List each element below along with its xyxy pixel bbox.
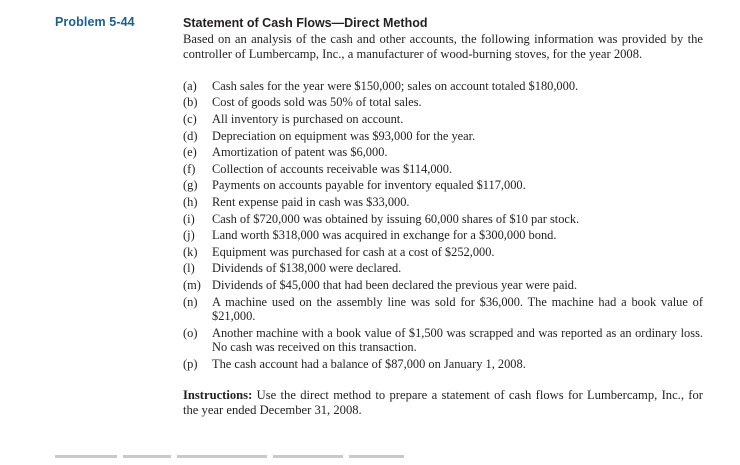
- item-letter: (j): [183, 228, 195, 243]
- item-text: Cost of goods sold was 50% of total sales.: [212, 95, 422, 110]
- problem-intro: Based on an analysis of the cash and other accounts, the following information was provided by the controller of Lumbercamp, Inc., a manufacturer of wood-burning stoves, for the year 2008.: [183, 32, 703, 62]
- list-item: [183, 178, 703, 193]
- item-letter: (o): [183, 325, 198, 340]
- item-letter: (b): [183, 95, 198, 110]
- item-letter: (d): [183, 128, 198, 143]
- next-problem-cutoff: [55, 455, 475, 465]
- item-text: Equipment was purchased for cash at a cost of $252,000.: [212, 244, 495, 259]
- list-item: [183, 145, 703, 160]
- item-letter: (k): [183, 244, 198, 259]
- cutoff-fragment: [349, 455, 404, 458]
- item-text: A machine used on the assembly line was sold for $36,000. The machine had a book value of $21,000.: [212, 294, 703, 324]
- cutoff-fragment: [123, 455, 171, 458]
- item-text: Land worth $318,000 was acquired in exchange for a $300,000 bond.: [212, 228, 557, 243]
- item-text: Dividends of $138,000 were declared.: [212, 261, 402, 276]
- list-item: [183, 295, 703, 324]
- list-item: [183, 112, 703, 127]
- list-item: [183, 79, 703, 94]
- item-letter: (h): [183, 194, 198, 209]
- item-text: The cash account had a balance of $87,000 on January 1, 2008.: [212, 356, 526, 371]
- list-item: [183, 245, 703, 260]
- item-letter: (e): [183, 145, 197, 160]
- item-letter: (n): [183, 294, 198, 309]
- cutoff-fragment: [177, 455, 267, 458]
- item-text: Cash sales for the year were $150,000; sales on account totaled $180,000.: [212, 78, 579, 93]
- item-letter: (i): [183, 211, 195, 226]
- item-text: Depreciation on equipment was $93,000 for the year.: [212, 128, 476, 143]
- list-item: [183, 195, 703, 210]
- list-item: [183, 228, 703, 243]
- item-text: Payments on accounts payable for inventory equaled $117,000.: [212, 178, 526, 193]
- item-text: Amortization of patent was $6,000.: [212, 145, 388, 160]
- item-text: Cash of $720,000 was obtained by issuing 60,000 shares of $10 par stock.: [212, 211, 580, 226]
- item-letter: (l): [183, 261, 195, 276]
- cutoff-fragment: [55, 455, 117, 458]
- list-item: [183, 278, 703, 293]
- list-item: [183, 162, 703, 177]
- item-text: Collection of accounts receivable was $114,000.: [212, 161, 453, 176]
- item-letter: (m): [183, 277, 201, 292]
- problem-number: Problem 5-44: [55, 15, 135, 29]
- list-item: [183, 129, 703, 144]
- information-list: [183, 79, 703, 372]
- list-item: [183, 357, 703, 372]
- item-letter: (f): [183, 161, 196, 176]
- item-letter: (p): [183, 356, 198, 371]
- item-text: Rent expense paid in cash was $33,000.: [212, 194, 410, 209]
- list-item: [183, 212, 703, 227]
- list-item: [183, 326, 703, 355]
- item-text: Dividends of $45,000 that had been declared the previous year were paid.: [212, 277, 578, 292]
- list-item: [183, 95, 703, 110]
- cutoff-fragment: [273, 455, 343, 458]
- list-item: [183, 261, 703, 276]
- item-letter: (c): [183, 112, 197, 126]
- problem-content: [183, 15, 703, 419]
- item-letter: (g): [183, 178, 198, 193]
- instructions-label: Instructions:: [183, 387, 253, 402]
- item-text: All inventory is purchased on account.: [212, 112, 404, 126]
- item-letter: (a): [183, 78, 197, 93]
- instructions-text: Use the direct method to prepare a statement of cash flows for Lumbercamp, Inc., for the year ended December 31, 2008.: [183, 387, 703, 418]
- item-text: Another machine with a book value of $1,500 was scrapped and was reported as an ordinary loss. No cash was received on this transaction.: [212, 325, 703, 355]
- problem-title: Statement of Cash Flows—Direct Method: [183, 16, 428, 30]
- instructions: [183, 388, 703, 419]
